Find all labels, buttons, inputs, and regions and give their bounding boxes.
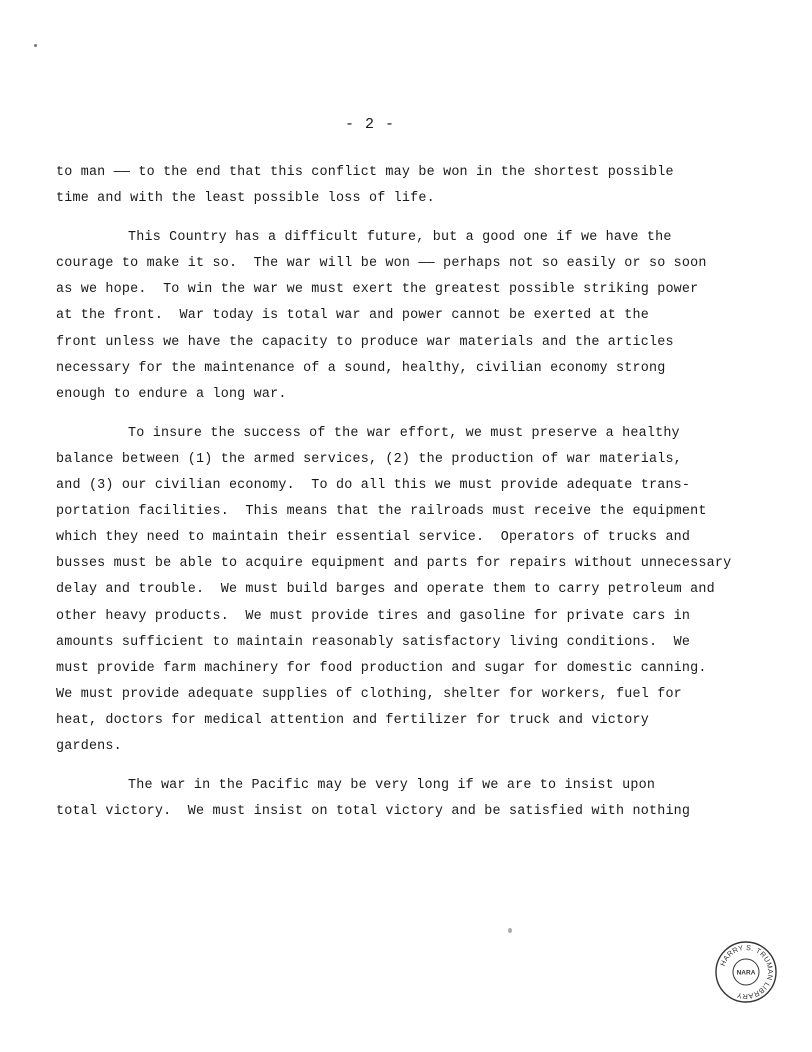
scan-speck <box>34 44 37 47</box>
text-line: front unless we have the capacity to produce war materials and the articles <box>56 334 674 350</box>
library-stamp <box>714 940 778 1004</box>
text-line: We must provide adequate supplies of clothing, shelter for workers, fuel for <box>56 686 682 702</box>
text-line: portation facilities. This means that the railroads must receive the equipment <box>56 504 707 520</box>
text-line: and (3) our civilian economy. To do all this we must provide adequate trans- <box>56 478 691 494</box>
stamp-inner-text: NARA <box>736 969 756 977</box>
text-line: which they need to maintain their essential service. Operators of trucks and <box>56 530 691 546</box>
text-line: busses must be able to acquire equipment and parts for repairs without unnecessary <box>56 556 732 572</box>
scan-speck <box>508 928 512 933</box>
text-line: necessary for the maintenance of a sound, healthy, civilian economy strong <box>56 360 666 376</box>
text-line: total victory. We must insist on total victory and be satisfied with nothing <box>56 804 691 820</box>
page-number: - 2 - <box>344 116 395 133</box>
text-line: time and with the least possible loss of life. <box>56 191 435 207</box>
paragraph-spacer <box>56 212 756 225</box>
text-line: other heavy products. We must provide tires and gasoline for private cars in <box>56 608 691 624</box>
text-line: heat, doctors for medical attention and fertilizer for truck and victory <box>56 712 649 728</box>
paragraph-spacer <box>56 760 756 773</box>
text-line: This Country has a difficult future, but a good one if we have the <box>128 230 672 246</box>
text-line: to man —— to the end that this conflict may be won in the shortest possible <box>56 165 674 180</box>
text-line: enough to endure a long war. <box>56 386 287 402</box>
text-line: at the front. War today is total war and power cannot be exerted at the <box>56 308 649 324</box>
text-line: gardens. <box>56 738 122 754</box>
text-line: The war in the Pacific may be very long if we are to insist upon <box>128 778 656 794</box>
text-line: balance between (1) the armed services, (2) the production of war materials, <box>56 451 682 467</box>
stamp-outer-text: HARRY S. TRUMAN LIBRARY <box>718 942 776 1002</box>
text-line: as we hope. To win the war we must exert the greatest possible striking power <box>56 282 699 298</box>
paragraph-spacer <box>56 408 756 421</box>
text-line: delay and trouble. We must build barges and operate them to carry petroleum and <box>56 582 715 598</box>
text-line: courage to make it so. The war will be won —— perhaps not so easily or so soon <box>56 256 707 272</box>
text-line: amounts sufficient to maintain reasonably satisfactory living conditions. We <box>56 634 691 650</box>
text-line: must provide farm machinery for food production and sugar for domestic canning. <box>56 660 707 676</box>
document-body <box>56 160 756 825</box>
text-line: To insure the success of the war effort, we must preserve a healthy <box>128 425 680 441</box>
